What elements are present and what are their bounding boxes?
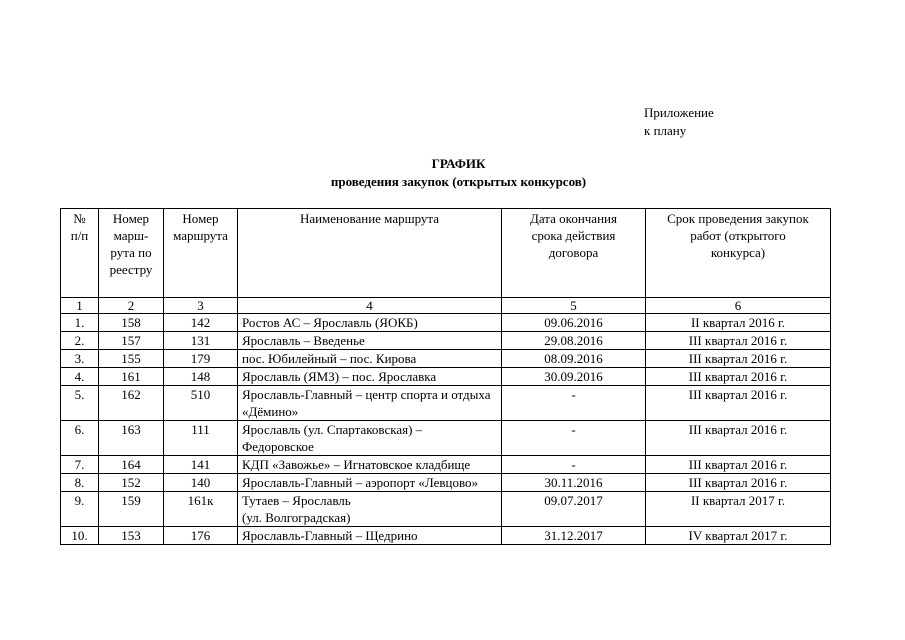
row-number: 3. bbox=[61, 350, 99, 368]
document-title: ГРАФИК bbox=[431, 156, 486, 171]
table-row bbox=[61, 492, 831, 527]
table-row bbox=[61, 314, 831, 332]
table-row bbox=[61, 368, 831, 386]
route-name: Ярославль-Главный – центр спорта и отдыха «Дёмино» bbox=[238, 386, 502, 421]
registry-number: 153 bbox=[99, 527, 164, 545]
route-number: 161к bbox=[164, 492, 238, 527]
contract-end-date: - bbox=[502, 456, 646, 474]
route-name: Ярославль (ЯМЗ) – пос. Ярославка bbox=[238, 368, 502, 386]
contract-end-date: 09.07.2017 bbox=[502, 492, 646, 527]
route-number: 148 bbox=[164, 368, 238, 386]
procurement-term: III квартал 2016 г. bbox=[646, 421, 831, 456]
contract-end-date: - bbox=[502, 421, 646, 456]
route-number: 142 bbox=[164, 314, 238, 332]
procurement-term: II квартал 2017 г. bbox=[646, 492, 831, 527]
column-number: 1 bbox=[61, 298, 99, 314]
row-number: 1. bbox=[61, 314, 99, 332]
table-row bbox=[61, 350, 831, 368]
procurement-term: IV квартал 2017 г. bbox=[646, 527, 831, 545]
table-row bbox=[61, 421, 831, 456]
registry-number: 162 bbox=[99, 386, 164, 421]
table-row bbox=[61, 386, 831, 421]
header-cell: № п/п bbox=[61, 209, 99, 298]
row-number: 8. bbox=[61, 474, 99, 492]
route-number: 140 bbox=[164, 474, 238, 492]
route-name: Ярославль-Главный – Щедрино bbox=[238, 527, 502, 545]
table-row bbox=[61, 527, 831, 545]
route-number: 179 bbox=[164, 350, 238, 368]
row-number: 6. bbox=[61, 421, 99, 456]
header-cell: Срок проведения закупок работ (открытого конкурса) bbox=[646, 209, 831, 298]
row-number: 5. bbox=[61, 386, 99, 421]
contract-end-date: 08.09.2016 bbox=[502, 350, 646, 368]
header-cell: Наименование маршрута bbox=[238, 209, 502, 298]
route-number: 131 bbox=[164, 332, 238, 350]
document-subtitle: проведения закупок (открытых конкурсов) bbox=[330, 174, 587, 189]
header-cell: Номер маршрута bbox=[164, 209, 238, 298]
procurement-term: II квартал 2016 г. bbox=[646, 314, 831, 332]
registry-number: 155 bbox=[99, 350, 164, 368]
procurement-term: III квартал 2016 г. bbox=[646, 368, 831, 386]
route-name: Ростов АС – Ярославль (ЯОКБ) bbox=[238, 314, 502, 332]
procurement-term: III квартал 2016 г. bbox=[646, 386, 831, 421]
route-name: Ярославль-Главный – аэропорт «Левцово» bbox=[238, 474, 502, 492]
table-body bbox=[61, 314, 831, 545]
route-number: 176 bbox=[164, 527, 238, 545]
registry-number: 161 bbox=[99, 368, 164, 386]
procurement-term: III квартал 2016 г. bbox=[646, 350, 831, 368]
route-name: Ярославль (ул. Спартаковская) – Федоровское bbox=[238, 421, 502, 456]
row-number: 7. bbox=[61, 456, 99, 474]
table-row bbox=[61, 332, 831, 350]
registry-number: 159 bbox=[99, 492, 164, 527]
contract-end-date: 29.08.2016 bbox=[502, 332, 646, 350]
header-row bbox=[61, 209, 831, 298]
procurement-schedule-table bbox=[60, 208, 831, 545]
registry-number: 164 bbox=[99, 456, 164, 474]
appendix-line-1: Приложение bbox=[644, 105, 714, 120]
route-number: 510 bbox=[164, 386, 238, 421]
row-number: 10. bbox=[61, 527, 99, 545]
registry-number: 163 bbox=[99, 421, 164, 456]
header-cell: Номер марш- рута по реестру bbox=[99, 209, 164, 298]
row-number: 9. bbox=[61, 492, 99, 527]
appendix-note bbox=[644, 104, 714, 140]
route-number: 111 bbox=[164, 421, 238, 456]
appendix-line-2: к плану bbox=[644, 123, 687, 138]
column-number: 5 bbox=[502, 298, 646, 314]
header-cell: Дата окончания срока действия договора bbox=[502, 209, 646, 298]
contract-end-date: 30.09.2016 bbox=[502, 368, 646, 386]
route-name: КДП «Завожье» – Игнатовское кладбище bbox=[238, 456, 502, 474]
registry-number: 157 bbox=[99, 332, 164, 350]
procurement-term: III квартал 2016 г. bbox=[646, 332, 831, 350]
procurement-term: III квартал 2016 г. bbox=[646, 474, 831, 492]
contract-end-date: - bbox=[502, 386, 646, 421]
registry-number: 158 bbox=[99, 314, 164, 332]
column-number: 4 bbox=[238, 298, 502, 314]
route-name: Ярославль – Введенье bbox=[238, 332, 502, 350]
column-number: 2 bbox=[99, 298, 164, 314]
contract-end-date: 09.06.2016 bbox=[502, 314, 646, 332]
contract-end-date: 30.11.2016 bbox=[502, 474, 646, 492]
contract-end-date: 31.12.2017 bbox=[502, 527, 646, 545]
route-name: Тутаев – Ярославль (ул. Волгоградская) bbox=[238, 492, 502, 527]
table-row bbox=[61, 474, 831, 492]
route-number: 141 bbox=[164, 456, 238, 474]
row-number: 4. bbox=[61, 368, 99, 386]
column-number-row bbox=[61, 298, 831, 314]
column-number: 3 bbox=[164, 298, 238, 314]
registry-number: 152 bbox=[99, 474, 164, 492]
row-number: 2. bbox=[61, 332, 99, 350]
table-row bbox=[61, 456, 831, 474]
route-name: пос. Юбилейный – пос. Кирова bbox=[238, 350, 502, 368]
procurement-term: III квартал 2016 г. bbox=[646, 456, 831, 474]
column-number: 6 bbox=[646, 298, 831, 314]
